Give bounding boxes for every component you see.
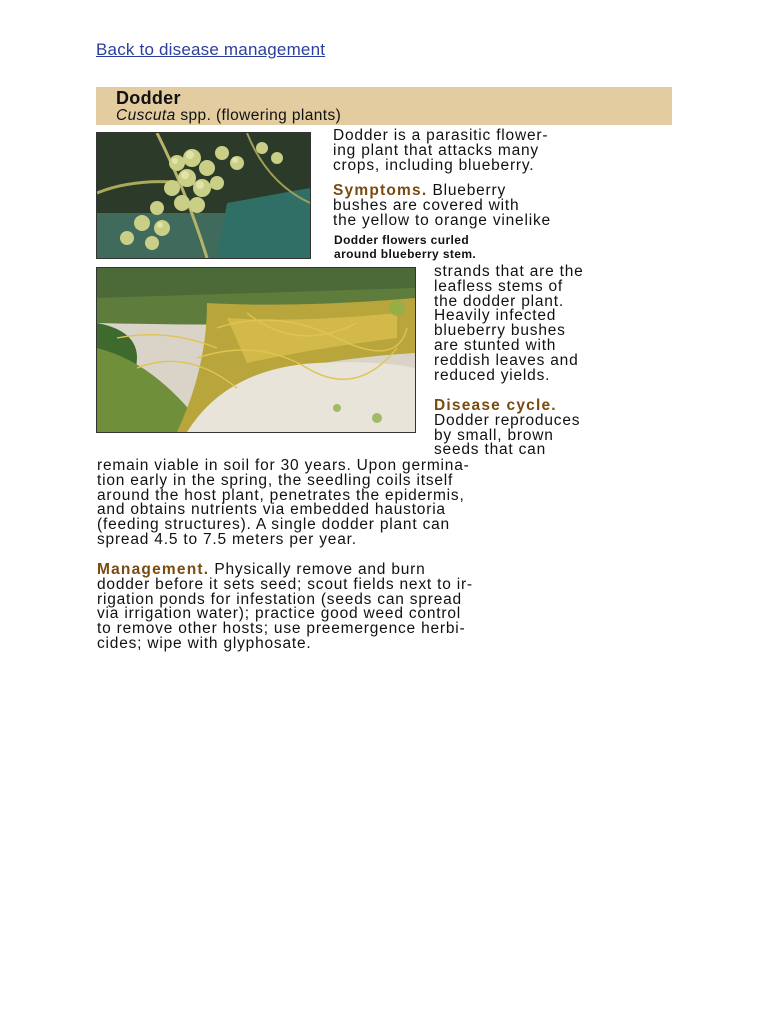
symptoms-line: blueberry bushes	[434, 322, 566, 340]
symptoms-line: leafless stems of	[434, 277, 564, 295]
disease-cycle-line: seeds that can	[434, 441, 547, 459]
management-paragraph	[97, 563, 473, 652]
management-line: to remove other hosts; use preemergence herbi-	[97, 620, 466, 638]
scientific-name-rest: spp. (flowering plants)	[175, 107, 342, 124]
symptoms-line: the dodder plant.	[434, 292, 564, 310]
genus-name: Cuscuta	[116, 107, 176, 124]
symptoms-line: reddish leaves and	[434, 351, 579, 369]
symptoms-paragraph-top	[333, 184, 551, 228]
management-line: rigation ponds for infestation (seeds can spread	[97, 590, 462, 608]
disease-cycle-line: Dodder reproduces	[434, 411, 581, 429]
management-heading: Management.	[97, 561, 210, 578]
intro-line: crops, including blueberry.	[333, 156, 535, 174]
management-line: dodder before it sets seed; scout fields next to ir-	[97, 575, 473, 593]
symptoms-line: are stunted with	[434, 336, 557, 354]
dodder-flowers-photo	[96, 132, 311, 259]
symptoms-line: the yellow to orange vinelike	[333, 211, 551, 229]
photo-caption	[334, 233, 476, 261]
intro-line: ing plant that attacks many	[333, 141, 539, 159]
disease-cycle-heading: Disease cycle.	[434, 397, 557, 414]
scientific-name	[116, 107, 341, 125]
management-line: via irrigation water); practice good weed control	[97, 605, 461, 623]
symptoms-first-line-rest: Blueberry	[427, 182, 507, 199]
header-band	[96, 87, 672, 125]
symptoms-heading: Symptoms.	[333, 182, 428, 199]
symptoms-line: strands that are the	[434, 263, 584, 280]
disease-cycle-line: spread 4.5 to 7.5 meters per year.	[97, 530, 357, 548]
back-to-disease-management-link[interactable]: Back to disease management	[96, 40, 326, 59]
disease-cycle-line: tion early in the spring, the seedling coils itself	[97, 471, 454, 489]
caption-line: Dodder flowers curled	[334, 233, 470, 247]
disease-cycle-paragraph-bottom	[97, 459, 470, 548]
symptoms-paragraph-continued	[434, 265, 584, 383]
symptoms-line: reduced yields.	[434, 366, 551, 384]
management-line: cides; wipe with glyphosate.	[97, 634, 312, 652]
disease-cycle-line: remain viable in soil for 30 years. Upon germina-	[97, 457, 470, 474]
dodder-infestation-photo	[96, 267, 416, 433]
intro-paragraph	[333, 129, 548, 173]
intro-line: Dodder is a parasitic flower-	[333, 127, 549, 144]
disease-cycle-line: (feeding structures). A single dodder plant can	[97, 516, 450, 534]
disease-cycle-line: by small, brown	[434, 426, 554, 444]
disease-cycle-line: around the host plant, penetrates the epidermis,	[97, 486, 465, 504]
disease-cycle-paragraph-top	[434, 399, 580, 458]
management-first-line-rest: Physically remove and burn	[209, 561, 426, 578]
caption-line: around blueberry stem.	[334, 247, 477, 261]
disease-cycle-line: and obtains nutrients via embedded haustoria	[97, 501, 446, 519]
symptoms-line: Heavily infected	[434, 307, 557, 325]
page-title: Dodder	[116, 88, 181, 108]
symptoms-line: bushes are covered with	[333, 196, 520, 214]
